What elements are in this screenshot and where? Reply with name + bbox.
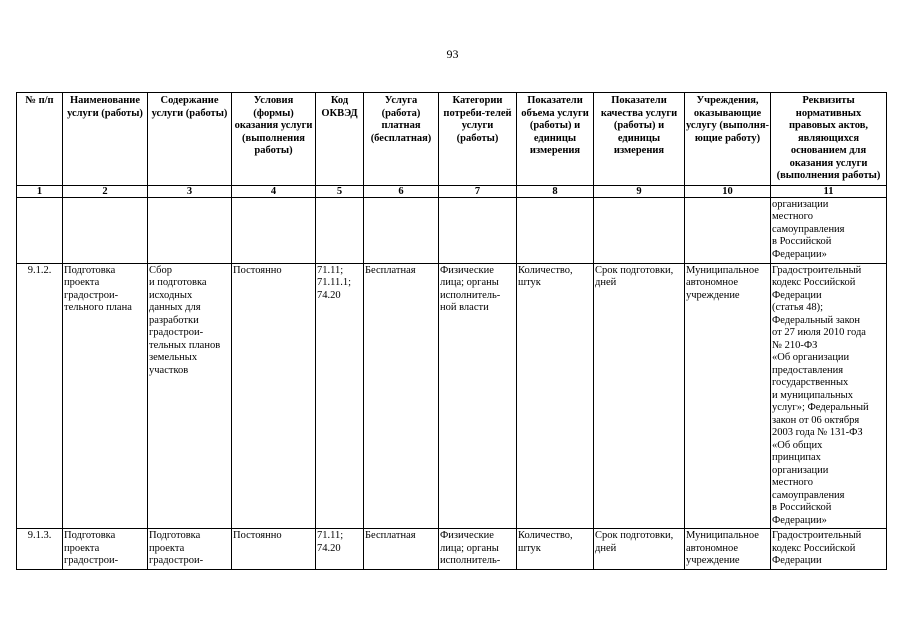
header-volume: Показатели объема услуги (работы) и единицы измерения <box>517 93 594 186</box>
column-number: 3 <box>148 185 232 197</box>
cell-name: Подготовка проекта градострои- тельного плана <box>63 263 148 529</box>
cell-name: Подготовка проекта градострои- <box>63 529 148 570</box>
column-number: 6 <box>364 185 439 197</box>
header-acts: Реквизиты нормативных правовых актов, являющихся основанием для оказания услуги (выполнения работы) <box>771 93 887 186</box>
services-table <box>16 92 887 570</box>
cell-okved: 71.11; 71.11.1; 74.20 <box>316 263 364 529</box>
header-conditions: Условия (формы) оказания услуги (выполнения работы) <box>232 93 316 186</box>
cell-consumers: Физические лица; органы исполнитель- <box>439 529 517 570</box>
cell-acts: организации местного самоуправления в Российской Федерации» <box>771 197 887 263</box>
cell-volume <box>517 197 594 263</box>
cell-institutions <box>685 197 771 263</box>
page-number: 93 <box>446 47 459 61</box>
cell-num: 9.1.3. <box>17 529 63 570</box>
header-name: Наименование услуги (работы) <box>63 93 148 186</box>
cell-institutions: Муниципальное автономное учреждение <box>685 529 771 570</box>
column-number: 5 <box>316 185 364 197</box>
column-number: 7 <box>439 185 517 197</box>
cell-content: Подготовка проекта градострои- <box>148 529 232 570</box>
cell-conditions: Постоянно <box>232 263 316 529</box>
cell-content <box>148 197 232 263</box>
header-okved: Код ОКВЭД <box>316 93 364 186</box>
cell-okved <box>316 197 364 263</box>
column-number: 8 <box>517 185 594 197</box>
column-number: 10 <box>685 185 771 197</box>
header-num: № п/п <box>17 93 63 186</box>
cell-conditions <box>232 197 316 263</box>
table-row <box>17 197 887 263</box>
column-number: 9 <box>594 185 685 197</box>
column-number: 1 <box>17 185 63 197</box>
cell-paid: Бесплатная <box>364 529 439 570</box>
column-number: 2 <box>63 185 148 197</box>
cell-acts: Градостроительный кодекс Российской Федерации <box>771 529 887 570</box>
cell-quality: Срок подготовки, дней <box>594 263 685 529</box>
cell-volume: Количество, штук <box>517 529 594 570</box>
cell-content: Сбор и подготовка исходных данных для разработки градострои- тельных планов земельных участков <box>148 263 232 529</box>
header-consumers: Категории потреби-телей услуги (работы) <box>439 93 517 186</box>
column-number: 4 <box>232 185 316 197</box>
cell-name <box>63 197 148 263</box>
cell-num <box>17 197 63 263</box>
cell-consumers: Физические лица; органы исполнитель- ной власти <box>439 263 517 529</box>
cell-acts: Градостроительный кодекс Российской Федерации (статья 48); Федеральный закон от 27 июля 2010 года № 210-ФЗ «Об организации предоставления государственных и муниципальных услуг»; Федеральный закон от 06 октября 2003 года № 131-ФЗ «Об общих принципах организации местного самоуправления в Российской Федерации» <box>771 263 887 529</box>
cell-paid <box>364 197 439 263</box>
cell-okved: 71.11; 74.20 <box>316 529 364 570</box>
cell-institutions: Муниципальное автономное учреждение <box>685 263 771 529</box>
cell-quality <box>594 197 685 263</box>
cell-conditions: Постоянно <box>232 529 316 570</box>
header-content: Содержание услуги (работы) <box>148 93 232 186</box>
header-paid: Услуга (работа) платная (бесплатная) <box>364 93 439 186</box>
cell-num: 9.1.2. <box>17 263 63 529</box>
cell-quality: Срок подготовки, дней <box>594 529 685 570</box>
column-number: 11 <box>771 185 887 197</box>
table-row <box>17 529 887 570</box>
cell-consumers <box>439 197 517 263</box>
cell-volume: Количество, штук <box>517 263 594 529</box>
header-row <box>17 93 887 186</box>
column-number-row <box>17 185 887 197</box>
header-institutions: Учреждения, оказывающие услугу (выполня-ющие работу) <box>685 93 771 186</box>
cell-paid: Бесплатная <box>364 263 439 529</box>
header-quality: Показатели качества услуги (работы) и единицы измерения <box>594 93 685 186</box>
table-row <box>17 263 887 529</box>
